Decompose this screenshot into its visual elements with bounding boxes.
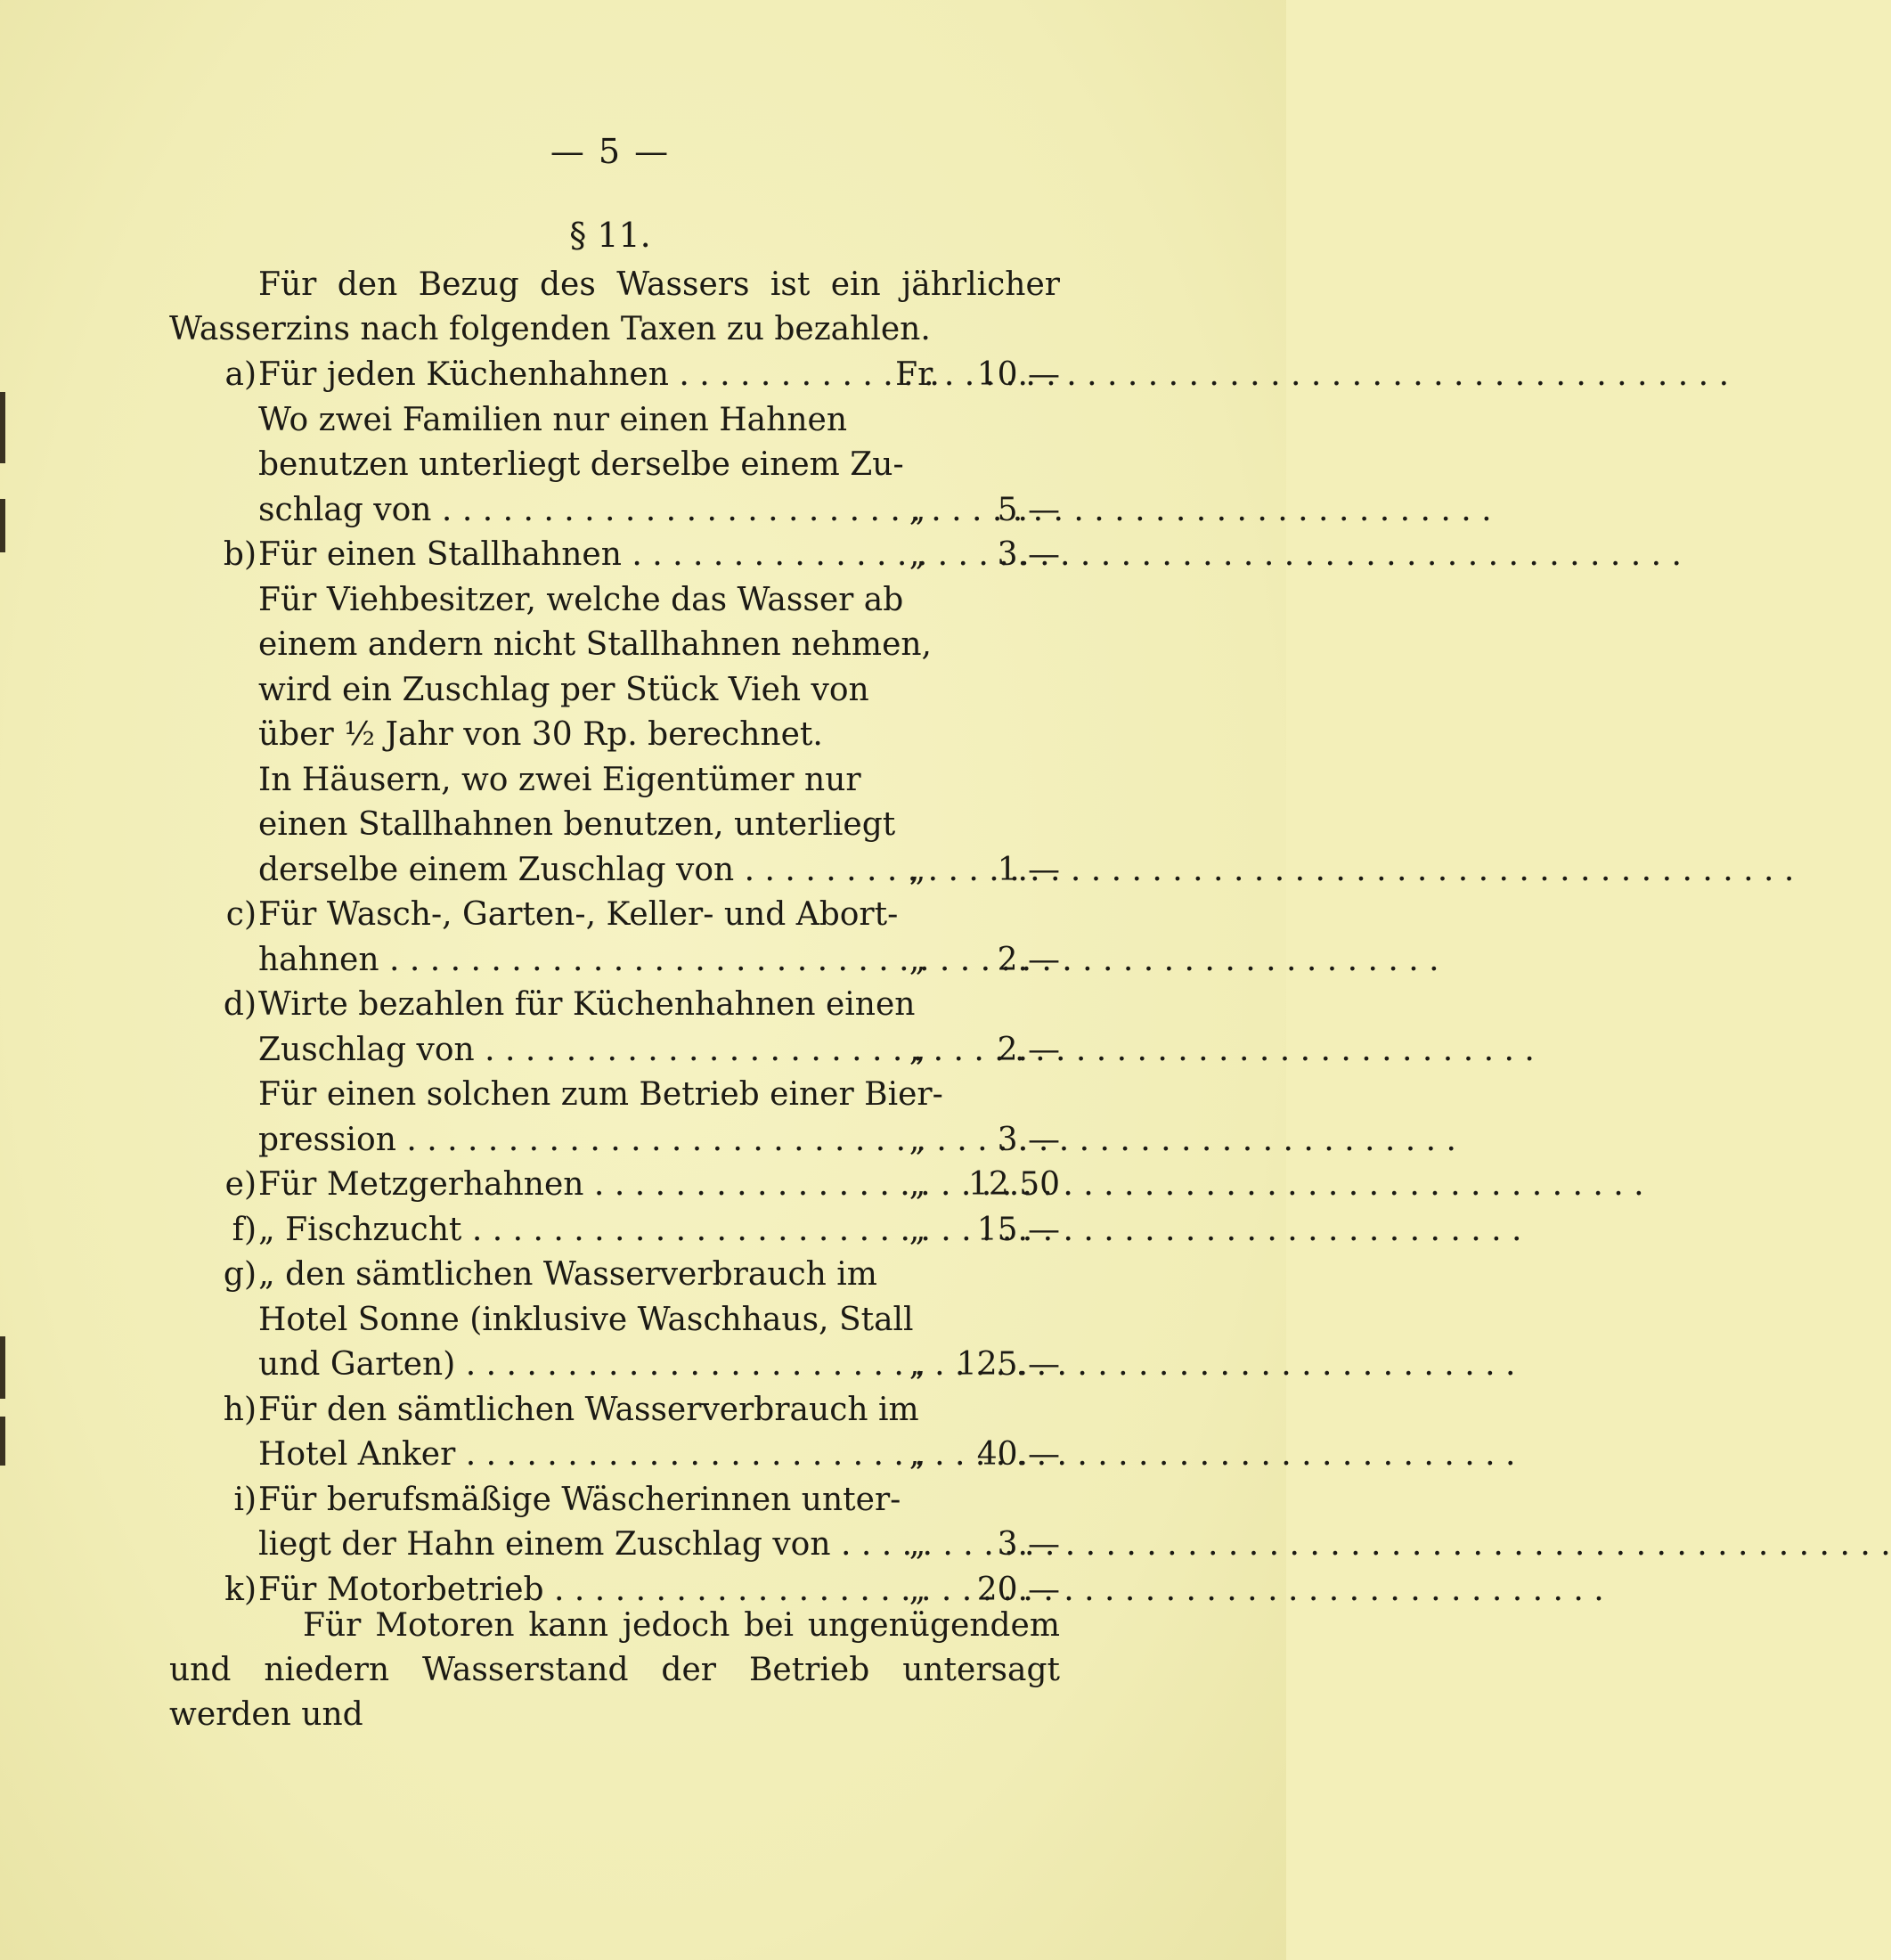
fee-row [205, 1478, 1060, 1523]
fee-amount: 40.— [976, 1436, 1060, 1473]
fee-item-label: d) [223, 986, 257, 1023]
fee-item-text: benutzen unterliegt derselbe einem Zu- [258, 446, 904, 483]
fee-row [205, 983, 1060, 1028]
fee-amount: 15.— [976, 1211, 1060, 1248]
fee-row [205, 1298, 1060, 1343]
fee-item-text: einen Stallhahnen benutzen, unterliegt [258, 806, 896, 843]
fee-row [205, 713, 1060, 758]
fee-item-text: Für einen Stallhahnen . . . [258, 533, 868, 578]
fee-item-text: wird ein Zuschlag per Stück Vieh von [258, 671, 869, 708]
fee-item-text: Wo zwei Familien nur einen Hahnen [258, 401, 848, 438]
fee-row [205, 668, 1060, 714]
fee-item-text: „ den sämtlichen Wasserverbrauch im [258, 1256, 877, 1293]
fee-currency: „ [909, 851, 926, 888]
scan-edge-mark [0, 1417, 5, 1466]
fee-currency: „ [909, 1166, 926, 1203]
page-number: — 5 — [550, 132, 671, 171]
fee-item-label: g) [223, 1256, 257, 1293]
scan-edge-mark [0, 499, 5, 552]
fee-row [205, 578, 1060, 624]
fee-item-text: über ½ Jahr von 30 Rp. berechnet. [258, 716, 823, 753]
fee-row [205, 488, 1060, 534]
fee-item-text: Für berufsmäßige Wäscherinnen unter- [258, 1481, 901, 1518]
fee-row [205, 893, 1060, 938]
scan-edge-mark [0, 1336, 5, 1399]
fee-row [205, 398, 1060, 444]
fee-item-label: c) [225, 896, 257, 933]
fee-item-label: k) [224, 1571, 257, 1608]
fee-currency: „ [909, 1436, 926, 1473]
fee-item-text: einem andern nicht Stallhahnen nehmen, [258, 626, 932, 663]
fee-list [205, 353, 1060, 1613]
fee-currency: „ [909, 536, 926, 573]
fee-row [205, 1118, 1060, 1164]
fee-currency: „ [909, 1526, 926, 1563]
fee-row [205, 1073, 1060, 1118]
fee-currency: „ [909, 1121, 926, 1158]
fee-item-text: Für Wasch-, Garten-, Keller- und Abort- [258, 896, 899, 933]
fee-amount: 1.— [997, 851, 1060, 888]
fee-row [205, 623, 1060, 668]
fee-amount: 3.— [997, 1526, 1060, 1563]
fee-currency: „ [909, 1211, 926, 1248]
section-heading: § 11. [569, 216, 651, 255]
fee-currency: „ [909, 491, 926, 528]
fee-amount: 3.— [997, 536, 1060, 573]
fee-amount: 20.— [976, 1571, 1060, 1608]
fee-item-label: h) [223, 1391, 257, 1428]
fee-currency: „ [909, 1031, 926, 1068]
fee-item-text: Für Viehbesitzer, welche das Wasser ab [258, 581, 904, 618]
fee-currency: „ [909, 941, 926, 978]
fee-amount: 12.50 [967, 1166, 1060, 1203]
intro-paragraph: Für den Bezug des Wassers ist ein jährlicher Wasserzins nach folgenden Taxen zu bezahlen. [169, 266, 1060, 347]
fee-amount: 2.— [997, 1031, 1060, 1068]
fee-item-text: „ Fischzucht . . . [258, 1208, 868, 1254]
fee-amount: 125.— [956, 1346, 1060, 1383]
fee-currency: „ [909, 1571, 926, 1608]
fee-item-text: schlag von . . . [258, 488, 868, 534]
fee-row [205, 1208, 1060, 1254]
scan-edge-mark [0, 392, 5, 463]
fee-item-text: Für den sämtlichen Wasserverbrauch im [258, 1391, 919, 1428]
fee-amount: 10.— [976, 356, 1060, 393]
fee-item-label: b) [223, 536, 257, 573]
fee-row [205, 758, 1060, 804]
fee-item-label: i) [233, 1481, 257, 1518]
fee-currency: Fr. [895, 356, 940, 393]
fee-amount: 2.— [997, 941, 1060, 978]
fee-row [205, 443, 1060, 488]
fee-item-text: In Häusern, wo zwei Eigentümer nur [258, 761, 861, 798]
fee-item-text: pression . . . [258, 1118, 868, 1164]
fee-item-text: Für einen solchen zum Betrieb einer Bier- [258, 1076, 943, 1113]
fee-row [205, 353, 1060, 398]
fee-row [205, 1523, 1060, 1568]
fee-item-text: hahnen . . . [258, 938, 868, 984]
fee-item-text: derselbe einem Zuschlag von . . . [258, 848, 868, 894]
fee-item-label: e) [224, 1166, 257, 1203]
fee-item-label: f) [232, 1211, 257, 1248]
fee-item-label: a) [224, 356, 257, 393]
fee-row [205, 533, 1060, 578]
fee-item-text: Zuschlag von . . . [258, 1028, 868, 1074]
fee-amount: 3.— [997, 1121, 1060, 1158]
fee-row [205, 1388, 1060, 1433]
fee-item-text: und Garten) . . . [258, 1343, 868, 1388]
fee-row [205, 1343, 1060, 1388]
fee-currency: „ [909, 1346, 926, 1383]
closing-paragraph: Für Motoren kann jedoch bei ungenügendem und niedern Wasserstand der Betrieb untersagt werden und [169, 1607, 1060, 1733]
fee-item-text: liegt der Hahn einem Zuschlag von . . . [258, 1523, 868, 1568]
fee-row [205, 1433, 1060, 1478]
fee-item-text: Hotel Sonne (inklusive Waschhaus, Stall [258, 1301, 914, 1338]
fee-item-text: Für Motorbetrieb . . . [258, 1568, 868, 1613]
fee-amount: 5.— [997, 491, 1060, 528]
fee-row [205, 1028, 1060, 1074]
fee-row [205, 1163, 1060, 1208]
fee-item-text: Für Metzgerhahnen . . . [258, 1163, 868, 1208]
fee-row [205, 848, 1060, 894]
fee-item-text: Wirte bezahlen für Küchenhahnen einen [258, 986, 916, 1023]
fee-row [205, 1253, 1060, 1298]
fee-row [205, 938, 1060, 984]
fee-item-text: Hotel Anker . . . [258, 1433, 868, 1478]
fee-item-text: Für jeden Küchenhahnen . . . [258, 353, 868, 398]
fee-row [205, 803, 1060, 848]
